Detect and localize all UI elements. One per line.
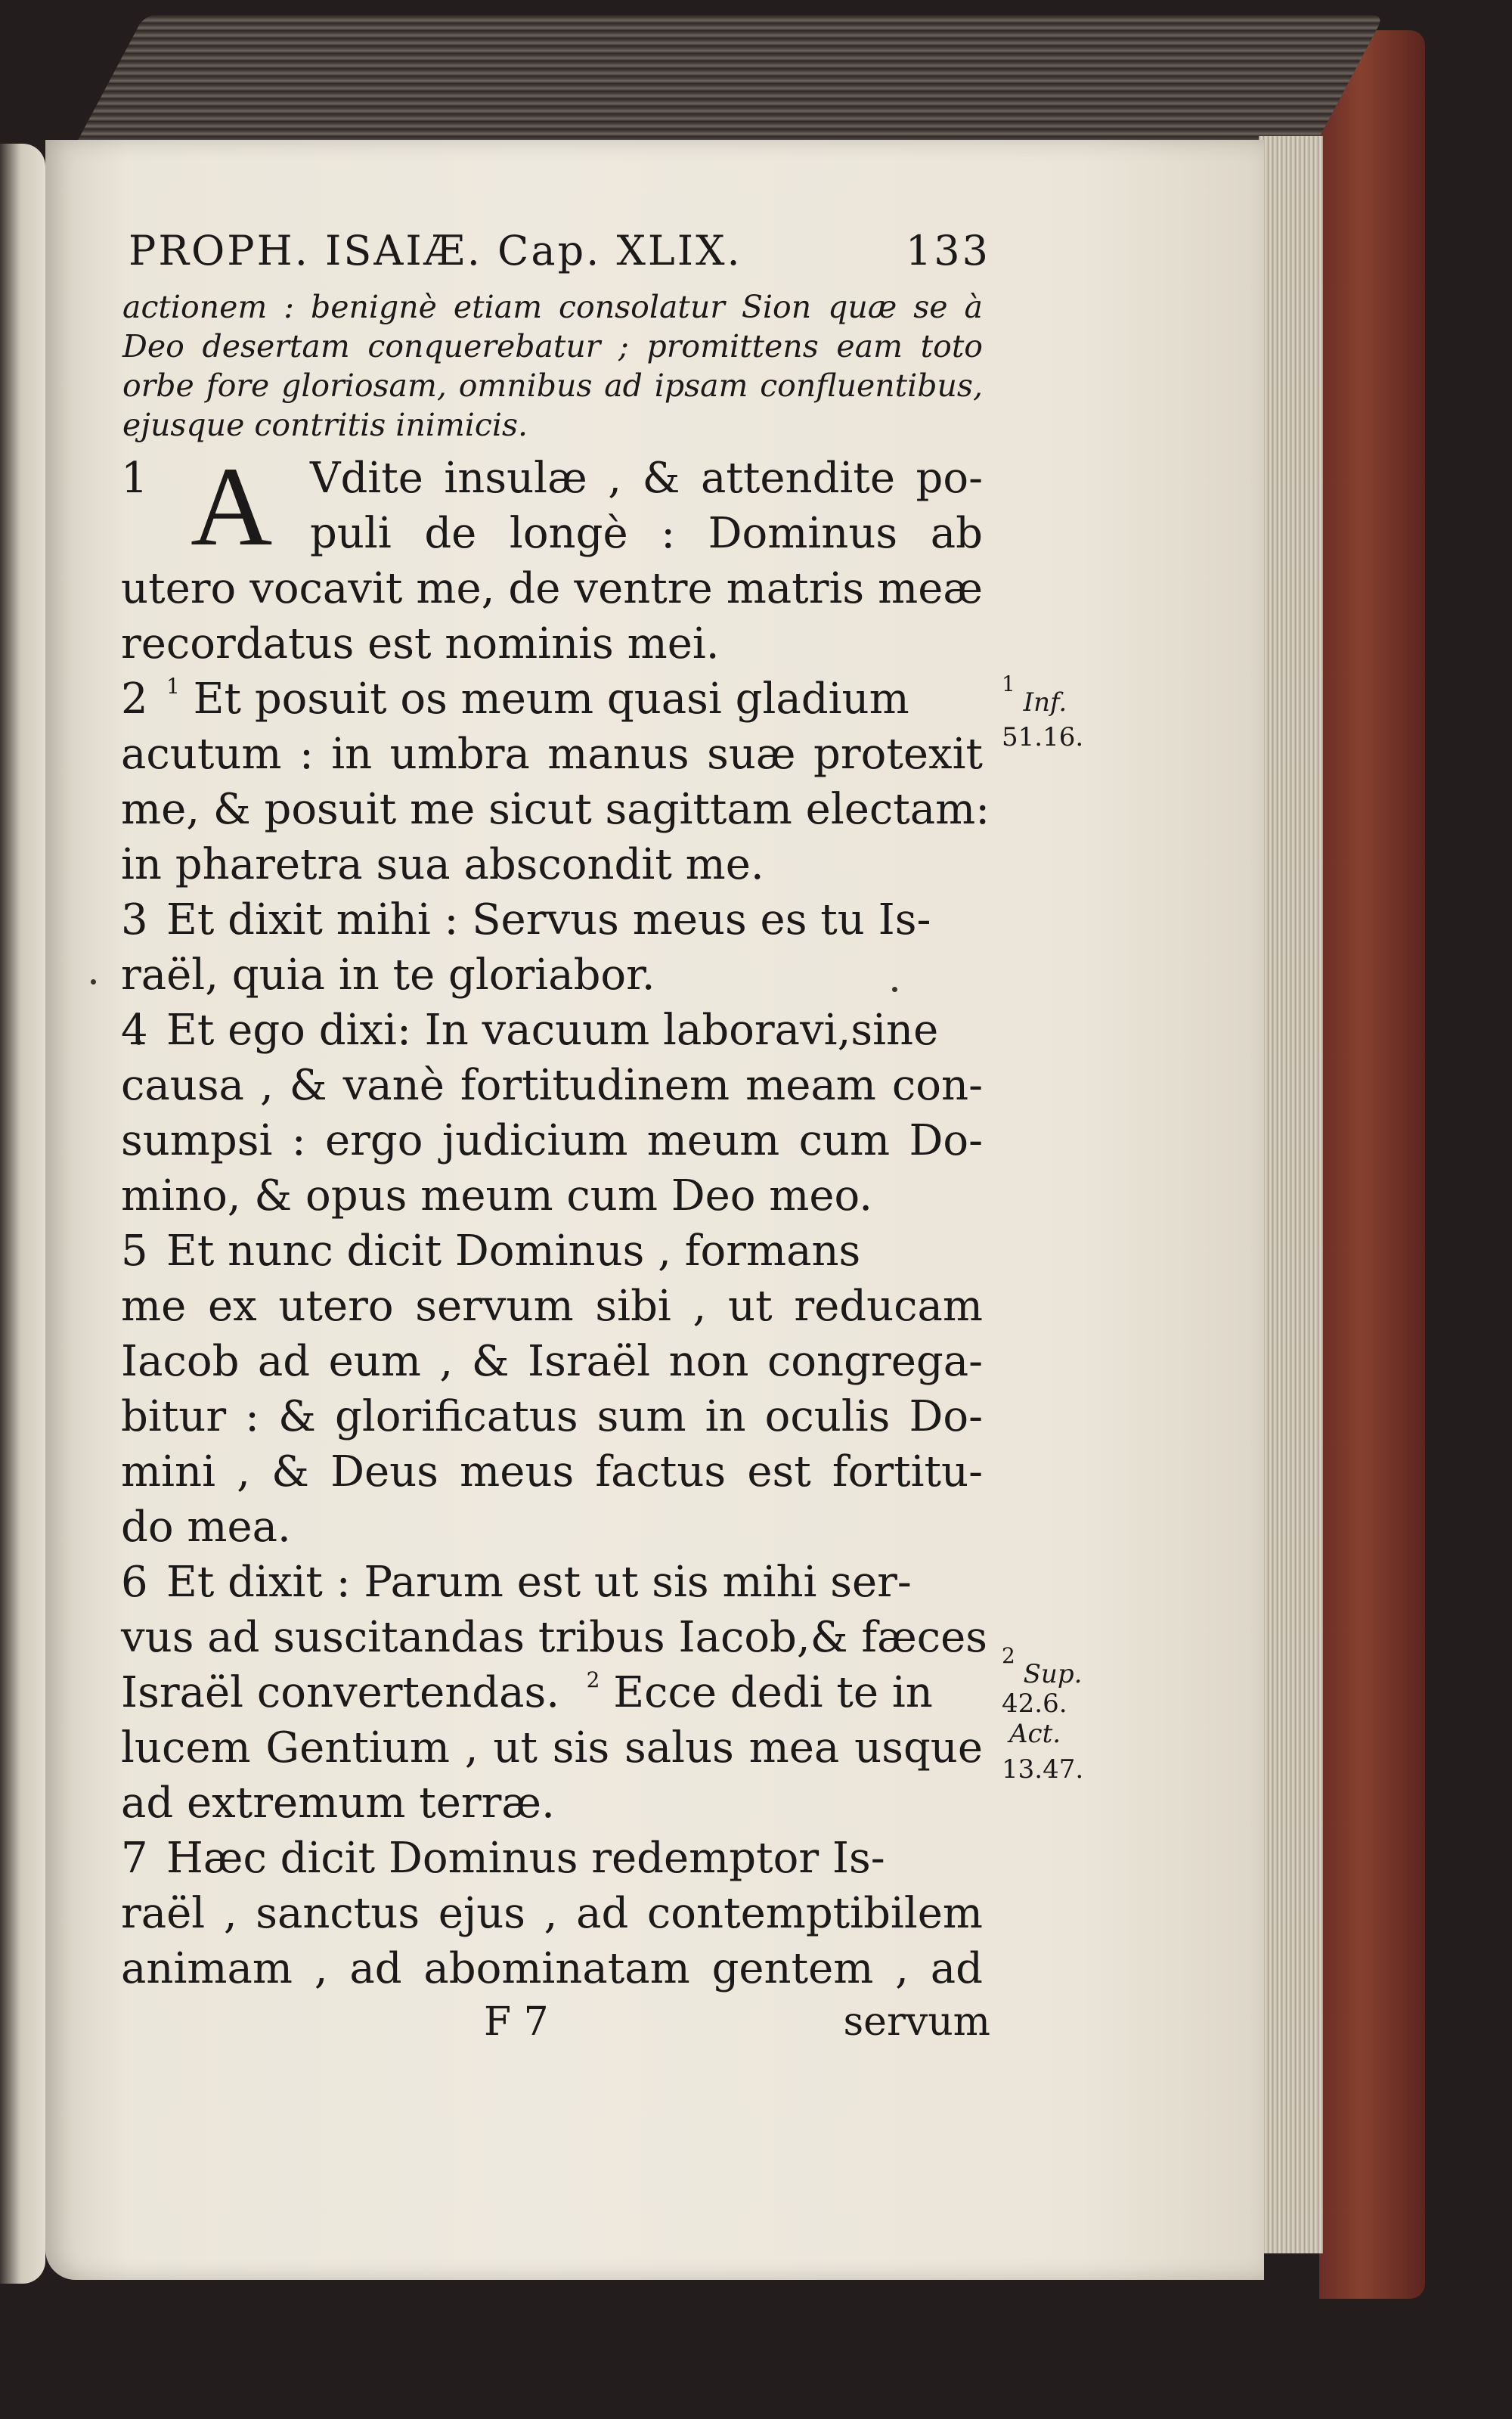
verse-line: utero vocavit me, de ventre matris meæ xyxy=(121,564,983,613)
summary-line: orbe fore gloriosam, omnibus ad ipsam confluentibus, xyxy=(122,368,983,404)
verse-line-text: Ecce dedi te in xyxy=(613,1668,933,1717)
verse-line: raël, quia in te gloriabor. xyxy=(121,951,655,1000)
book-cover-edge xyxy=(1319,30,1425,2299)
signature-mark: F 7 xyxy=(484,1999,549,2045)
verse-2-line xyxy=(121,671,983,727)
summary-line: actionem : benignè etiam consolatur Sion quæ se à xyxy=(122,289,983,325)
reference-mark: 2 xyxy=(586,1667,600,1692)
note-label: Sup. xyxy=(1023,1659,1083,1689)
verse-line-text: Et nunc dicit Dominus , formans xyxy=(166,1227,861,1276)
verse-line: do mea. xyxy=(121,1503,291,1552)
note-reference: 42.6. xyxy=(1002,1689,1067,1719)
verse-6-line xyxy=(121,1555,983,1610)
verse-line: causa , & vanè fortitudinem meam con- xyxy=(121,1061,983,1110)
book-top-page-edges xyxy=(68,15,1384,159)
note-label: Inf. xyxy=(1023,687,1067,718)
verse-line: Iacob ad eum , & Israël non congrega- xyxy=(121,1337,983,1386)
running-title: PROPH. ISAIÆ. Cap. XLIX. xyxy=(129,227,742,274)
margin-note-1 xyxy=(1002,671,1067,718)
note-mark: 2 xyxy=(1002,1643,1015,1668)
verse-line: puli de longè : Dominus ab xyxy=(310,509,983,558)
verse-number: 3 xyxy=(121,895,148,944)
verse-line: acutum : in umbra manus suæ protexit xyxy=(121,730,983,779)
verse-number: 6 xyxy=(121,1558,148,1607)
page-footer xyxy=(121,1999,990,2052)
summary-line: Deo desertam conquerebatur ; promittens eam toto xyxy=(122,328,983,364)
verse-line: me, & posuit me sicut sagittam electam: xyxy=(121,785,990,834)
verse-line: recordatus est nominis mei. xyxy=(121,619,720,668)
note-label: Act. xyxy=(1009,1719,1061,1749)
note-reference: 51.16. xyxy=(1002,722,1084,752)
verse-5-line xyxy=(121,1223,983,1279)
note-mark: 1 xyxy=(1002,671,1015,696)
text-block xyxy=(121,227,990,2052)
verse-line: bitur : & glorificatus sum in oculis Do- xyxy=(121,1392,983,1441)
verse-7-line xyxy=(121,1831,983,1886)
verse-line: raël , sanctus ejus , ad contemptibilem xyxy=(121,1889,983,1938)
verse-line: animam , ad abominatam gentem , ad xyxy=(121,1944,983,1993)
body-text xyxy=(121,444,990,1996)
verse-line: Vdite insulæ , & attendite po- xyxy=(310,454,983,503)
book-fore-edge xyxy=(1259,136,1323,2253)
verse-line: mino, & opus meum cum Deo meo. xyxy=(121,1171,873,1220)
verse-line: mini , & Deus meus factus est fortitu- xyxy=(121,1447,983,1496)
verse-4-line xyxy=(121,1003,983,1058)
page-speck xyxy=(91,979,96,985)
verse-line: in pharetra sua abscondit me. xyxy=(121,840,764,889)
verse-line: lucem Gentium , ut sis salus mea usque xyxy=(121,1723,983,1772)
verse-number: 2 xyxy=(121,675,148,724)
verse-line: ad extremum terræ. xyxy=(121,1779,555,1828)
verse-line-text: Et ego dixi: In vacuum laboravi,sine xyxy=(166,1006,939,1055)
chapter-summary xyxy=(121,287,983,445)
verse-line-text: Et dixit mihi : Servus meus es tu Is- xyxy=(166,895,931,944)
verse-number: 7 xyxy=(121,1834,148,1883)
verse-3-line xyxy=(121,892,983,947)
book-page xyxy=(45,140,1264,2280)
verse-line: sumpsi : ergo judicium meum cum Do- xyxy=(121,1116,983,1165)
reference-mark: 1 xyxy=(166,674,180,699)
catchword: servum xyxy=(843,1999,990,2045)
verse-line-text: Et posuit os meum quasi gladium xyxy=(193,675,909,724)
verse-line-text: Israël convertendas. xyxy=(121,1668,560,1717)
margin-note-2 xyxy=(1002,1643,1083,1689)
verse-number: 4 xyxy=(121,1006,148,1055)
page-number: 133 xyxy=(905,227,990,274)
verse-line-text: Hæc dicit Dominus redemptor Is- xyxy=(166,1834,885,1883)
verse-number: 1 xyxy=(121,454,148,503)
verse-line-text: Et dixit : Parum est ut sis mihi ser- xyxy=(166,1558,912,1607)
drop-cap-text xyxy=(310,451,983,561)
verse-line: me ex utero servum sibi , ut reducam xyxy=(121,1282,983,1331)
left-page-curl xyxy=(0,144,45,2284)
note-reference: 13.47. xyxy=(1002,1754,1084,1785)
summary-line: ejusque contritis inimicis. xyxy=(122,407,528,443)
running-header xyxy=(121,227,990,287)
verse-line: vus ad suscitandas tribus Iacob,& fæces xyxy=(121,1613,987,1662)
verse-number: 5 xyxy=(121,1227,148,1276)
verse-1-opening xyxy=(121,444,983,569)
verse-6-line-3 xyxy=(121,1665,983,1720)
drop-capital: A xyxy=(191,444,273,569)
